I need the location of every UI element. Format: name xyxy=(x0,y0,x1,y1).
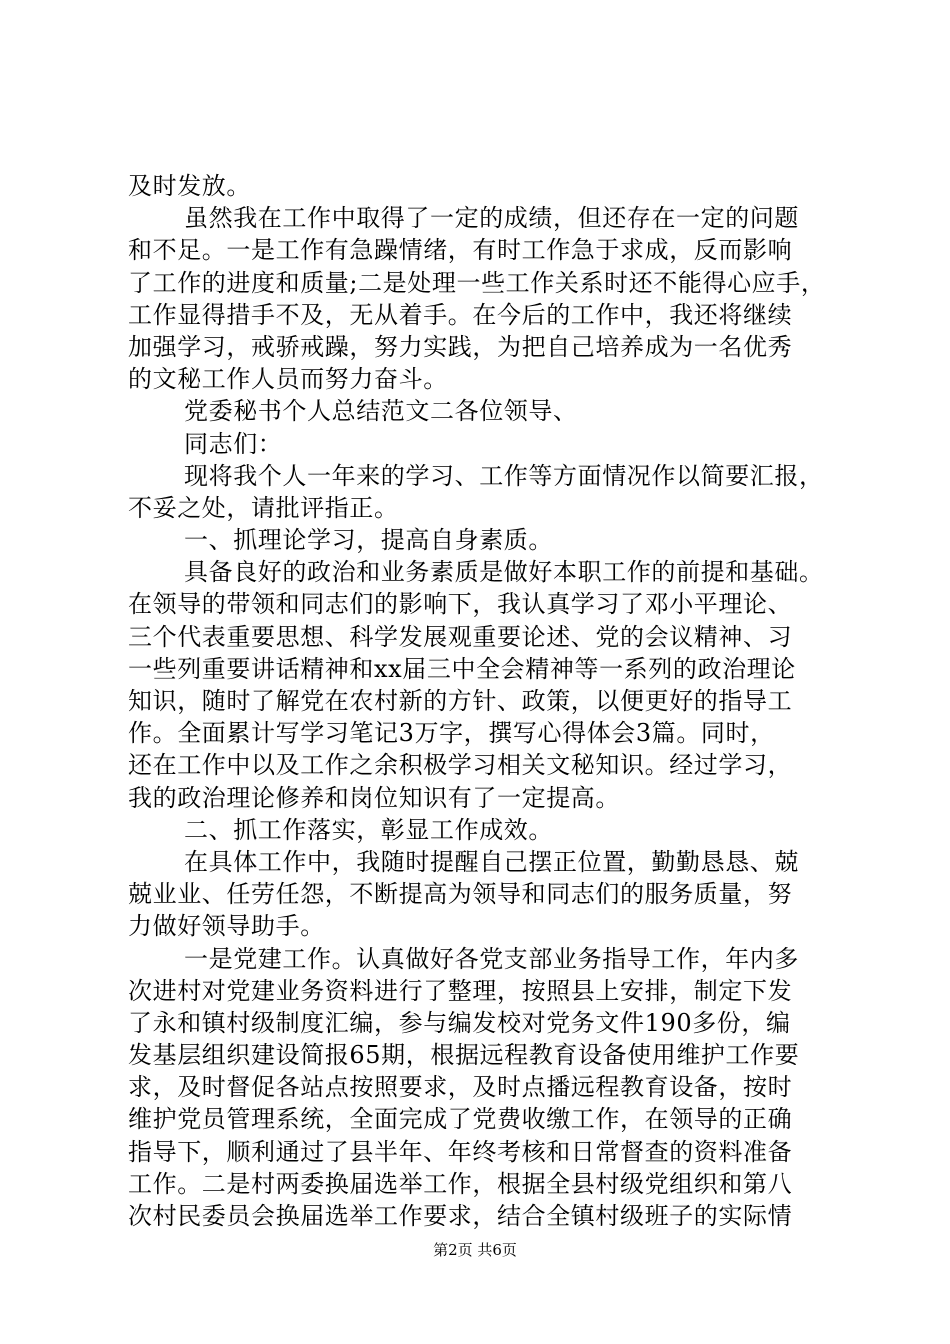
text-line: 现将我个人一年来的学习、工作等方面情况作以简要汇报， xyxy=(184,461,824,490)
text-line: 虽然我在工作中取得了一定的成绩，但还存在一定的问题 xyxy=(184,204,799,233)
text-line: 了工作的进度和质量;二是处理一些工作关系时还不能得心应手， xyxy=(128,268,826,297)
text-line: 次村民委员会换届选举工作要求，结合全镇村级班子的实际情 xyxy=(128,1202,793,1230)
text-line: 维护党员管理系统，全面完成了党费收缴工作，在领导的正确 xyxy=(128,1105,793,1134)
text-line: 作。全面累计写学习笔记3万字，撰写心得体会3篇。同时， xyxy=(128,719,775,748)
text-line: 及时发放。 xyxy=(128,172,251,200)
text-line: 求，及时督促各站点按照要求，及时点播远程教育设备，按时 xyxy=(128,1073,793,1102)
text-line: 我的政治理论修养和岗位知识有了一定提高。 xyxy=(128,783,620,812)
text-line: 三个代表重要思想、科学发展观重要论述、党的会议精神、习 xyxy=(128,622,793,651)
text-line: 次进村对党建业务资料进行了整理，按照县上安排，制定下发 xyxy=(128,976,793,1005)
page-number: 第2页 共6页 xyxy=(433,1241,517,1259)
page-footer xyxy=(0,1240,950,1260)
section-heading: 党委秘书个人总结范文二各位领导、 xyxy=(184,397,578,426)
text-line: 知识，随时了解党在农村新的方针、政策，以便更好的指导工 xyxy=(128,687,793,715)
text-line: 不妥之处，请批评指正。 xyxy=(128,493,399,522)
text-line: 在具体工作中，我随时提醒自己摆正位置，勤勤恳恳、兢 xyxy=(184,847,799,876)
text-line: 了永和镇村级制度汇编，参与编发校对党务文件190多份，编 xyxy=(128,1008,791,1037)
section-heading: 一、抓理论学习，提高自身素质。 xyxy=(184,526,553,555)
text-line: 力做好领导助手。 xyxy=(128,912,325,941)
text-line: 工作显得措手不及，无从着手。在今后的工作中，我还将继续 xyxy=(128,300,793,329)
text-line: 指导下，顺利通过了县半年、年终考核和日常督查的资料准备 xyxy=(128,1137,793,1166)
text-line: 加强学习，戒骄戒躁，努力实践，为把自己培养成为一名优秀 xyxy=(128,332,793,361)
text-line: 一是党建工作。认真做好各党支部业务指导工作，年内多 xyxy=(184,944,799,973)
section-heading: 二、抓工作落实，彰显工作成效。 xyxy=(184,815,553,844)
text-line: 工作。二是村两委换届选举工作，根据全县村级党组织和第八 xyxy=(128,1169,793,1198)
text-line: 发基层组织建设简报65期，根据远程教育设备使用维护工作要 xyxy=(128,1041,800,1070)
text-line: 兢业业、任劳任怨，不断提高为领导和同志们的服务质量，努 xyxy=(128,880,793,909)
text-line: 和不足。一是工作有急躁情绪，有时工作急于求成，反而影响 xyxy=(128,236,793,265)
salutation: 同志们： xyxy=(184,429,283,458)
text-line: 还在工作中以及工作之余积极学习相关文秘知识。经过学习， xyxy=(128,751,793,780)
text-line: 在领导的带领和同志们的影响下，我认真学习了邓小平理论、 xyxy=(128,590,793,619)
body-text xyxy=(128,170,828,1232)
text-line: 具备良好的政治和业务素质是做好本职工作的前提和基础。 xyxy=(184,558,824,587)
text-line: 的文秘工作人员而努力奋斗。 xyxy=(128,365,448,394)
text-line: 一些列重要讲话精神和xx届三中全会精神等一系列的政治理论 xyxy=(128,654,796,683)
